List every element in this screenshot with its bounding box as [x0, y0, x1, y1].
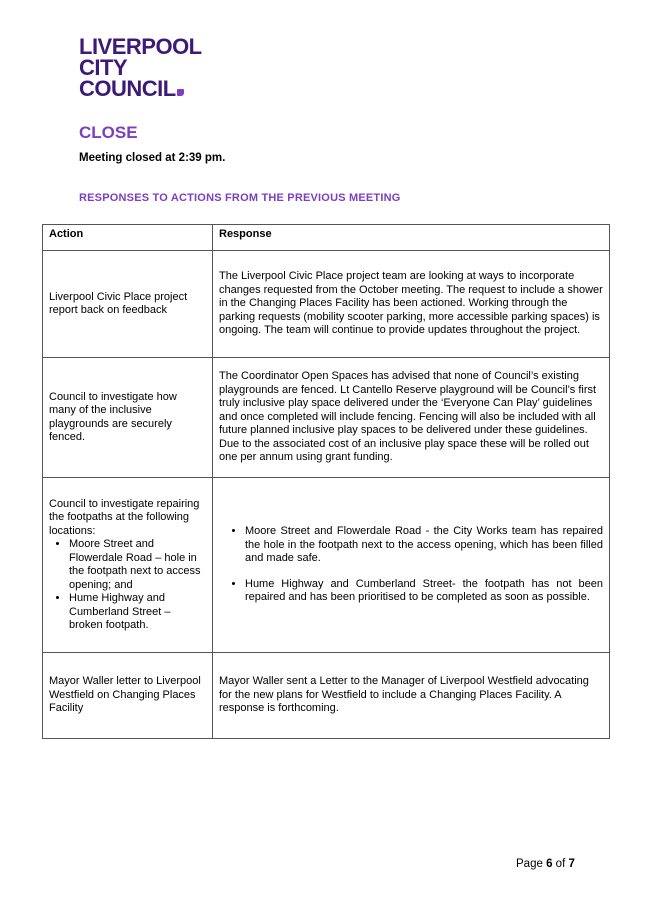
column-header-response: Response — [213, 225, 610, 251]
council-logo — [79, 36, 202, 99]
response-list — [219, 525, 603, 605]
logo-line-1: LIVERPOOL — [79, 34, 202, 59]
table-header-row — [43, 225, 610, 251]
page-total: 7 — [568, 858, 575, 870]
response-cell: The Liverpool Civic Place project team are looking at ways to incorporate changes requested from the October meeting. The request to include a shower in the Changing Places Facility has been actioned. Working through the parking requests (mobility scooter parking, more accessible parking spaces) is ongoing. The team will continue to provide updates throughout the project. — [213, 251, 610, 358]
page-current: 6 — [546, 858, 553, 870]
action-intro: Council to investigate repairing the footpaths at the following locations: — [49, 497, 200, 537]
table-row — [43, 478, 610, 653]
logo-line-3 — [79, 78, 202, 99]
response-cell: The Coordinator Open Spaces has advised that none of Council’s existing playgrounds are fenced. Lt Cantello Reserve playground will be Council’s first truly inclusive play space delivered under the ‘Everyone Can Play’ guidelines and once completed will include fencing. Fencing will also be included with all future planned inclusive play spaces to be delivered under these guidelines. Due to the associated cost of an inclusive play space these will be rolled out one per annum using grant funding. — [213, 358, 610, 478]
responses-heading: RESPONSES TO ACTIONS FROM THE PREVIOUS MEETING — [79, 192, 401, 204]
action-cell: Council to investigate how many of the inclusive playgrounds are securely fenced. — [43, 358, 213, 478]
list-item: • Moore Street and Flowerdale Road - the City Works team has repaired the hole in the footpath next to the access opening, which has been filled and made safe. — [245, 525, 603, 566]
action-cell: Mayor Waller letter to Liverpool Westfield on Changing Places Facility — [43, 653, 213, 739]
action-cell: Liverpool Civic Place project report back on feedback — [43, 251, 213, 358]
list-item: • Hume Highway and Cumberland Street- the footpath has not been repaired and has been prioritised to be completed as soon as possible. — [245, 578, 603, 605]
response-cell: Mayor Waller sent a Letter to the Manager of Liverpool Westfield advocating for the new plans for Westfield to include a Changing Places Facility. A response is forthcoming. — [213, 653, 610, 739]
meeting-closed-text: Meeting closed at 2:39 pm. — [79, 152, 226, 164]
list-item: • Hume Highway and Cumberland Street – broken footpath. — [69, 592, 206, 633]
page-number — [516, 858, 575, 870]
table-row — [43, 653, 610, 739]
logo-dot-icon — [177, 89, 184, 96]
action-location-list — [49, 538, 206, 633]
column-header-action: Action — [43, 225, 213, 251]
action-cell — [43, 478, 213, 653]
close-heading: CLOSE — [79, 123, 138, 142]
of-label: of — [555, 858, 566, 870]
table-row — [43, 358, 610, 478]
logo-line-3-text: COUNCIL — [79, 76, 176, 101]
logo-line-2: CITY — [79, 55, 128, 80]
page-label: Page — [516, 858, 543, 870]
table-row — [43, 251, 610, 358]
actions-table — [42, 224, 610, 739]
list-item: • Moore Street and Flowerdale Road – hole in the footpath next to access opening; and — [69, 538, 206, 592]
response-cell — [213, 478, 610, 653]
